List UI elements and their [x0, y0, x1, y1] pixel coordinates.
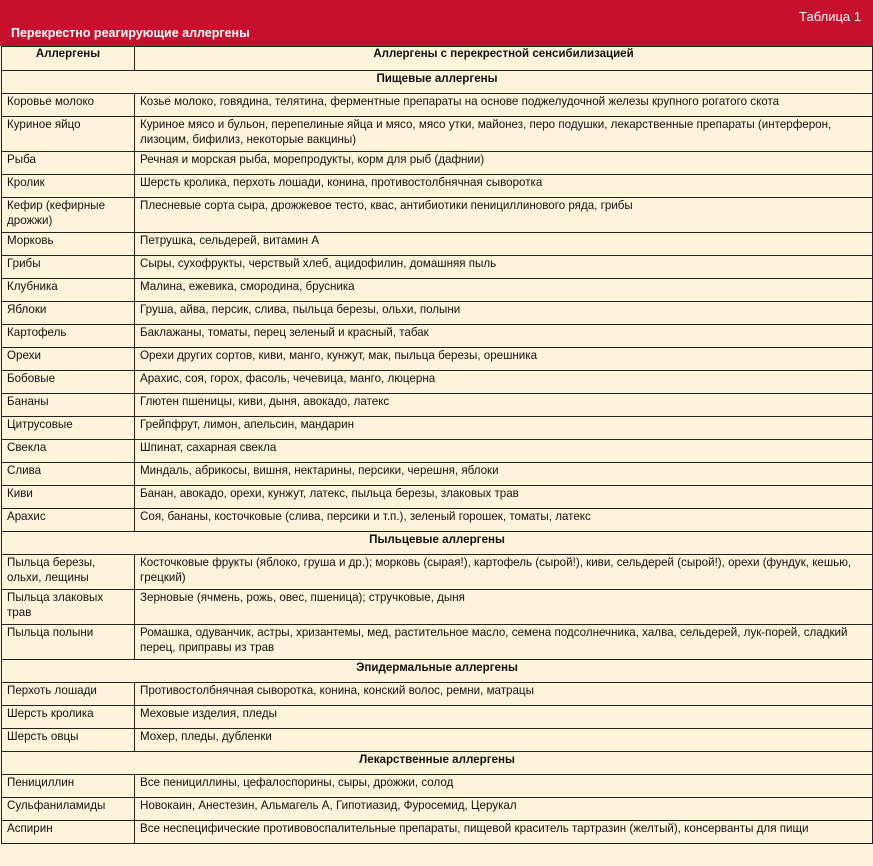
- table-row: [2, 775, 873, 798]
- allergen-cell: Шерсть овцы: [2, 729, 135, 752]
- cross-allergen-cell: Противостолбнячная сыворотка, конина, конский волос, ремни, матрацы: [135, 683, 873, 706]
- table-row: [2, 175, 873, 198]
- section-title: Лекарственные аллергены: [2, 752, 873, 775]
- allergen-table: [1, 46, 873, 844]
- section-header-row: [2, 71, 873, 94]
- cross-allergen-cell: Зерновые (ячмень, рожь, овес, пшеница); стручковые, дыня: [135, 590, 873, 625]
- cross-allergen-cell: Ромашка, одуванчик, астры, хризантемы, мед, растительное масло, семена подсолнечника, халва, сельдерей, лук-порей, сладкий перец, приправы из трав: [135, 625, 873, 660]
- allergen-cell: Коровье молоко: [2, 94, 135, 117]
- table-row: [2, 417, 873, 440]
- cross-allergen-cell: Речная и морская рыба, морепродукты, корм для рыб (дафнии): [135, 152, 873, 175]
- cross-allergen-cell: Мохер, пледы, дубленки: [135, 729, 873, 752]
- allergen-cell: Бананы: [2, 394, 135, 417]
- column-header-row: [2, 47, 873, 71]
- allergen-cell: Кролик: [2, 175, 135, 198]
- allergen-cell: Сульфаниламиды: [2, 798, 135, 821]
- allergen-cell: Картофель: [2, 325, 135, 348]
- cross-allergen-cell: Соя, бананы, косточковые (слива, персики и т.п.), зеленый горошек, томаты, латекс: [135, 509, 873, 532]
- cross-allergen-cell: Глютен пшеницы, киви, дыня, авокадо, латекс: [135, 394, 873, 417]
- table-row: [2, 94, 873, 117]
- cross-allergen-cell: Сыры, сухофрукты, черствый хлеб, ацидофилин, домашняя пыль: [135, 256, 873, 279]
- table-row: [2, 279, 873, 302]
- table-row: [2, 625, 873, 660]
- table-row: [2, 821, 873, 844]
- cross-allergen-cell: Банан, авокадо, орехи, кунжут, латекс, пыльца березы, злаковых трав: [135, 486, 873, 509]
- cross-allergen-cell: Новокаин, Анестезин, Альмагель А, Гипотиазид, Фуросемид, Церукал: [135, 798, 873, 821]
- table-row: [2, 440, 873, 463]
- cross-allergen-cell: Миндаль, абрикосы, вишня, нектарины, персики, черешня, яблоки: [135, 463, 873, 486]
- section-title: Пыльцевые аллергены: [2, 532, 873, 555]
- allergen-cell: Киви: [2, 486, 135, 509]
- cross-allergen-cell: Арахис, соя, горох, фасоль, чечевица, манго, люцерна: [135, 371, 873, 394]
- cross-allergen-cell: Куриное мясо и бульон, перепелиные яйца и мясо, мясо утки, майонез, перо подушки, лекарственные препараты (интерферон, лизоцим, бифилиз, некоторые вакцины): [135, 117, 873, 152]
- column-header-allergen: Аллергены: [2, 47, 135, 71]
- allergen-cell: Пыльца березы, ольхи, лещины: [2, 555, 135, 590]
- allergen-cell: Кефир (кефирные дрожжи): [2, 198, 135, 233]
- cross-allergen-cell: Груша, айва, персик, слива, пыльца березы, ольхи, полыни: [135, 302, 873, 325]
- allergen-cell: Клубника: [2, 279, 135, 302]
- allergen-cell: Орехи: [2, 348, 135, 371]
- allergen-cell: Бобовые: [2, 371, 135, 394]
- cross-allergen-cell: Меховые изделия, пледы: [135, 706, 873, 729]
- allergen-cell: Свекла: [2, 440, 135, 463]
- section-title: Пищевые аллергены: [2, 71, 873, 94]
- cross-allergen-cell: Шерсть кролика, перхоть лошади, конина, противостолбнячная сыворотка: [135, 175, 873, 198]
- table-row: [2, 509, 873, 532]
- cross-allergen-cell: Козье молоко, говядина, телятина, ферментные препараты на основе поджелудочной железы крупного рогатого скота: [135, 94, 873, 117]
- allergen-cell: Перхоть лошади: [2, 683, 135, 706]
- table-row: [2, 463, 873, 486]
- allergen-cell: Морковь: [2, 233, 135, 256]
- section-header-row: [2, 660, 873, 683]
- table-row: [2, 325, 873, 348]
- allergen-cell: Пыльца злаковых трав: [2, 590, 135, 625]
- allergen-cell: Цитрусовые: [2, 417, 135, 440]
- section-header-row: [2, 752, 873, 775]
- allergen-cell: Пенициллин: [2, 775, 135, 798]
- table-row: [2, 152, 873, 175]
- section-header-row: [2, 532, 873, 555]
- table-row: [2, 590, 873, 625]
- table-header-bar: [0, 0, 873, 46]
- table-row: [2, 348, 873, 371]
- allergen-cell: Аспирин: [2, 821, 135, 844]
- table-number: Таблица 1: [799, 9, 861, 24]
- table-row: [2, 706, 873, 729]
- cross-allergen-cell: Шпинат, сахарная свекла: [135, 440, 873, 463]
- allergen-cell: Куриное яйцо: [2, 117, 135, 152]
- cross-allergen-cell: Все неспецифические противовоспалительные препараты, пищевой краситель тартразин (желтый), консерванты для пищи: [135, 821, 873, 844]
- table-row: [2, 555, 873, 590]
- table-row: [2, 117, 873, 152]
- allergen-cell: Шерсть кролика: [2, 706, 135, 729]
- cross-allergen-cell: Косточковые фрукты (яблоко, груша и др.); морковь (сырая!), картофель (сырой!), киви, сельдерей (сырой!), орехи (фундук, кешью, грецкий): [135, 555, 873, 590]
- allergen-cell: Яблоки: [2, 302, 135, 325]
- allergen-cell: Грибы: [2, 256, 135, 279]
- table-row: [2, 198, 873, 233]
- section-title: Эпидермальные аллергены: [2, 660, 873, 683]
- allergen-cell: Пыльца полыни: [2, 625, 135, 660]
- cross-allergen-cell: Петрушка, сельдерей, витамин А: [135, 233, 873, 256]
- table-body: [2, 71, 873, 844]
- cross-allergen-cell: Все пенициллины, цефалоспорины, сыры, дрожжи, солод: [135, 775, 873, 798]
- cross-allergen-cell: Плесневые сорта сыра, дрожжевое тесто, квас, антибиотики пенициллинового ряда, грибы: [135, 198, 873, 233]
- table-row: [2, 302, 873, 325]
- table-row: [2, 683, 873, 706]
- table-row: [2, 233, 873, 256]
- cross-allergen-cell: Орехи других сортов, киви, манго, кунжут, мак, пыльца березы, орешника: [135, 348, 873, 371]
- table-row: [2, 371, 873, 394]
- table-row: [2, 798, 873, 821]
- cross-allergen-cell: Малина, ежевика, смородина, брусника: [135, 279, 873, 302]
- table-row: [2, 486, 873, 509]
- allergen-cell: Арахис: [2, 509, 135, 532]
- allergen-cell: Рыба: [2, 152, 135, 175]
- table-title: Перекрестно реагирующие аллергены: [11, 26, 250, 40]
- table-row: [2, 729, 873, 752]
- column-header-cross: Аллергены с перекрестной сенсибилизацией: [135, 47, 873, 71]
- cross-allergen-cell: Грейпфрут, лимон, апельсин, мандарин: [135, 417, 873, 440]
- table-row: [2, 256, 873, 279]
- allergen-cell: Слива: [2, 463, 135, 486]
- cross-allergen-cell: Баклажаны, томаты, перец зеленый и красный, табак: [135, 325, 873, 348]
- table-row: [2, 394, 873, 417]
